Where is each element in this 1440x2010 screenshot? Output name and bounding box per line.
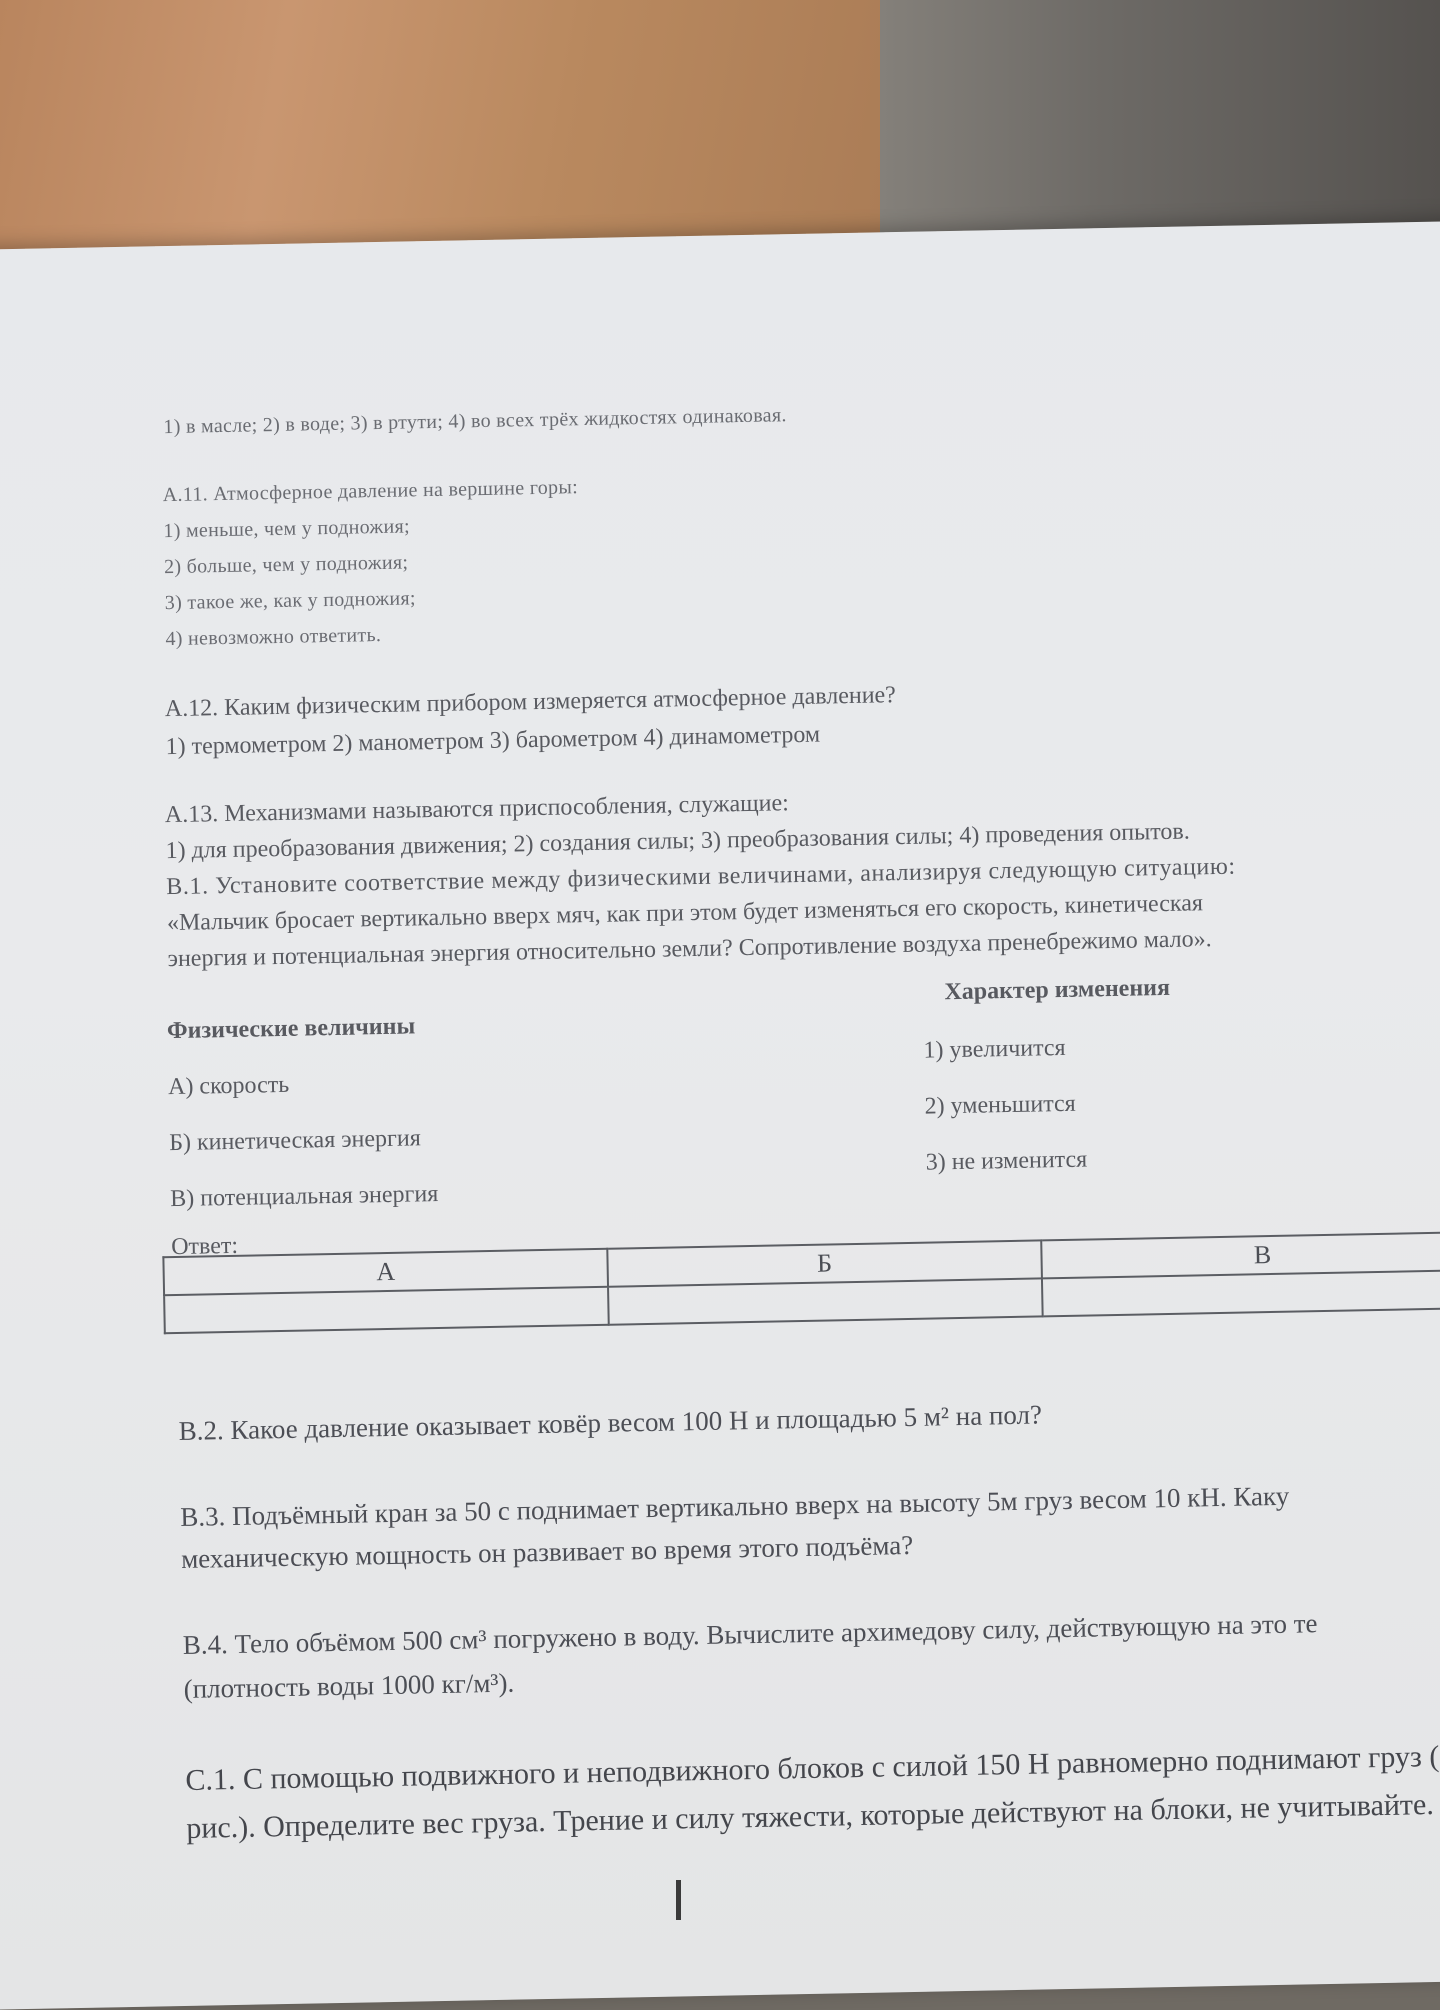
b1-quantity-v: В) потенциальная энергия	[170, 1180, 439, 1213]
a10-options: 1) в масле; 2) в воде; 3) в ртути; 4) во всех трёх жидкостях одинаковая.	[163, 404, 787, 439]
answer-label: Ответ:	[170, 1232, 239, 1261]
b1-quantity-a: А) скорость	[167, 1071, 290, 1101]
b2-question: В.2. Какое давление оказывает ковёр весом 100 Н и площадью 5 м² на пол?	[178, 1399, 1043, 1447]
b1-change-1: 1) увеличится	[923, 1034, 1066, 1064]
a11-question: А.11. Атмосферное давление на вершине горы:	[162, 476, 579, 507]
a13-options: 1) для преобразования движения; 2) создания силы; 3) преобразования силы; 4) проведения опытов.	[165, 818, 1190, 865]
a11-option-1: 1) меньше, чем у подножия;	[163, 515, 411, 543]
b1-quantities-header: Физические величины	[166, 1013, 416, 1045]
b1-changes-header: Характер изменения	[944, 974, 1171, 1006]
b4-line-1: В.4. Тело объёмом 500 см³ погружено в воду. Вычислите архимедову силу, действующую на это те	[182, 1608, 1318, 1660]
b3-line-1: В.3. Подъёмный кран за 50 с поднимает вертикально вверх на высоту 5м груз весом 10 кН. Каку	[180, 1480, 1290, 1533]
b1-change-2: 2) уменьшится	[924, 1090, 1076, 1120]
answer-table	[162, 1231, 1440, 1334]
b1-text-line-3: энергия и потенциальная энергия относительно земли? Сопротивление воздуха пренебрежимо мало».	[167, 926, 1212, 973]
a11-option-3: 3) такое же, как у подножия;	[164, 587, 416, 615]
c1-line-1: С.1. С помощью подвижного и неподвижного блоков с силой 150 Н равномерно поднимают груз (	[185, 1739, 1440, 1797]
a13-question: А.13. Механизмами называются приспособления, служащие:	[164, 790, 790, 829]
a11-option-2: 2) больше, чем у подножия;	[163, 551, 409, 579]
paper-sheet	[0, 220, 1440, 2010]
b3-line-2: механическую мощность он развивает во время этого подъёма?	[180, 1529, 914, 1574]
b4-line-2: (плотность воды 1000 кг/м³).	[183, 1667, 515, 1704]
answer-cell-a[interactable]	[164, 1287, 609, 1334]
a11-option-4: 4) невозможно ответить.	[165, 623, 382, 651]
answer-col-v-header: В	[1041, 1232, 1440, 1278]
b1-text-line-2: «Мальчик бросает вертикально вверх мяч, как при этом будет изменяться его скорость, кинетическая	[166, 890, 1204, 937]
a12-options: 1) термометром 2) манометром 3) барометром 4) динамометром	[165, 721, 821, 761]
b1-text-line-1: В.1. Установите соответствие между физическими величинами, анализируя следующую ситуацию:	[166, 853, 1236, 901]
c1-line-2: рис.). Определите вес груза. Трение и силу тяжести, которые действуют на блоки, не учитывайте.	[186, 1787, 1435, 1845]
a12-question: А.12. Каким физическим прибором измеряется атмосферное давление?	[164, 682, 897, 723]
b1-change-3: 3) не изменится	[925, 1146, 1088, 1176]
answer-cell-b[interactable]	[608, 1278, 1043, 1324]
answer-cell-v[interactable]	[1042, 1270, 1440, 1316]
b1-quantity-b: Б) кинетическая энергия	[168, 1125, 421, 1157]
answer-col-a-header: А	[163, 1249, 608, 1296]
answer-col-b-header: Б	[607, 1240, 1042, 1286]
pencil-mark	[676, 1880, 681, 1920]
